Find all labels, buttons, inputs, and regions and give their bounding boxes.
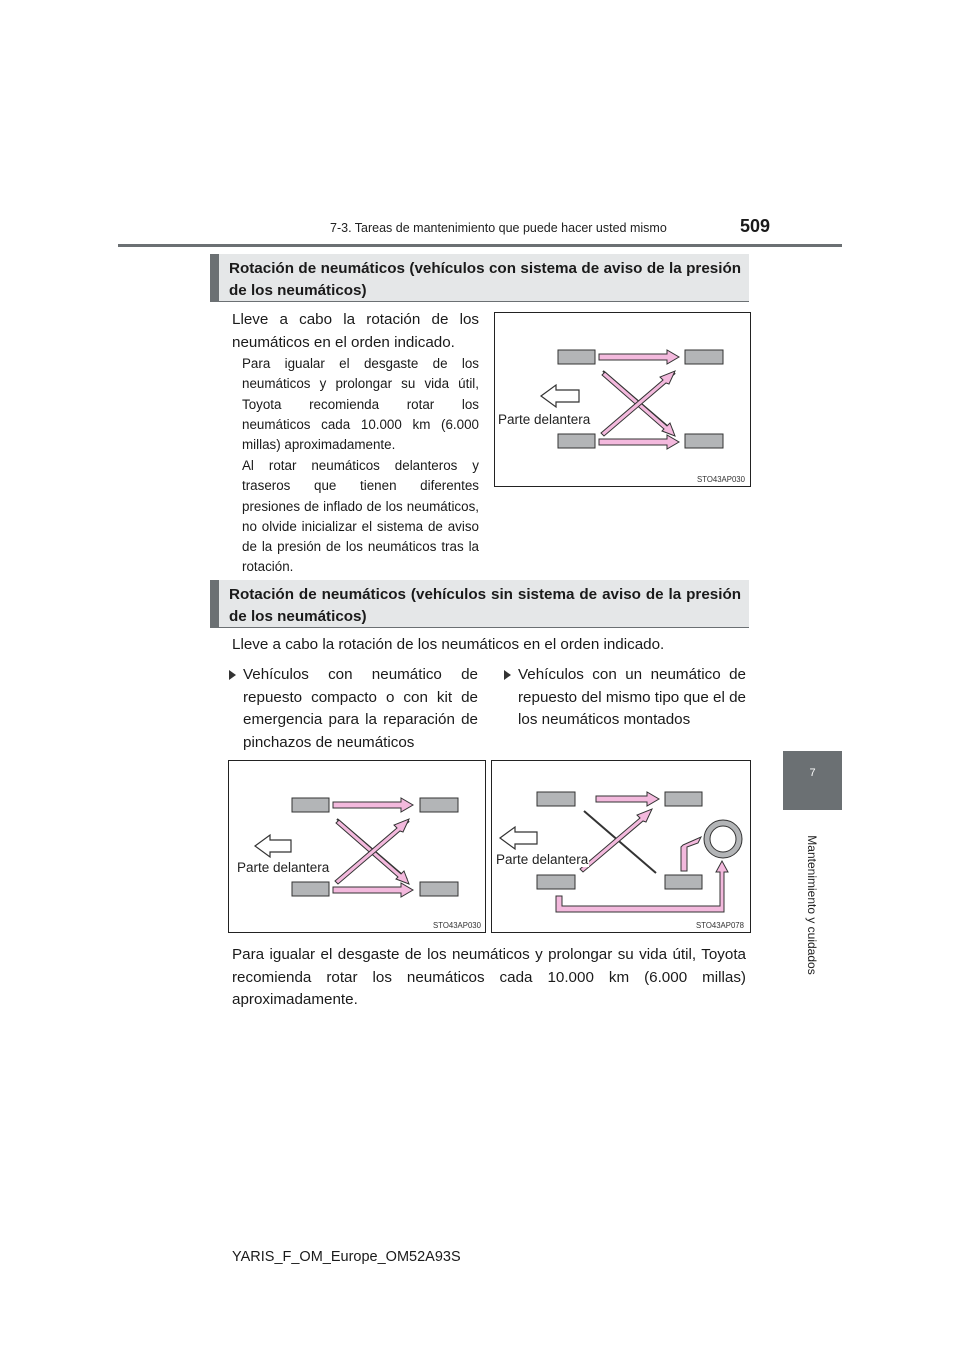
rotation-diagram-graphic bbox=[492, 761, 750, 932]
bullet-compact-spare-text: Vehículos con neumático de repuesto compacto o con kit de emergencia para la reparación de pinchazos de neumáticos bbox=[243, 666, 478, 751]
section-heading-with-tpws: Rotación de neumáticos (vehículos con sistema de aviso de la presión de los neumáticos) bbox=[210, 254, 749, 302]
chapter-number: 7 bbox=[809, 767, 816, 779]
header-divider bbox=[118, 244, 842, 247]
figure-code: STO43AP030 bbox=[697, 475, 745, 484]
rotation-diagram-full-spare bbox=[491, 760, 751, 933]
chapter-tab bbox=[783, 751, 842, 810]
section2-closing: Para igualar el desgaste de los neumáticos y prolongar su vida útil, Toyota recomienda rotar los neumáticos cada 10.000 km (6.000 millas) aproximadamente. bbox=[232, 946, 746, 1008]
chapter-label: Mantenimiento y cuidados bbox=[805, 835, 819, 975]
document-id: YARIS_F_OM_Europe_OM52A93S bbox=[232, 1249, 461, 1265]
header-section-title: 7-3. Tareas de mantenimiento que puede hacer usted mismo bbox=[330, 221, 667, 235]
rotation-diagram-compact-spare bbox=[228, 760, 486, 933]
figure-code: STO43AP078 bbox=[696, 921, 744, 930]
bullet-marker-icon bbox=[504, 670, 511, 680]
front-direction-label: Parte delantera bbox=[498, 412, 591, 427]
section1-intro: Lleve a cabo la rotación de los neumáticos en el orden indicado. bbox=[232, 311, 479, 351]
bullet-full-size-spare bbox=[518, 664, 746, 732]
section1-note-reset: Al rotar neumáticos delanteros y traseros que tienen diferentes presiones de inflado de los neumáticos, no olvide inicializar el sistema de aviso de la presión de los neumáticos tras la rotación. bbox=[242, 458, 479, 575]
section2-intro: Lleve a cabo la rotación de los neumáticos en el orden indicado. bbox=[232, 636, 665, 653]
front-direction-label: Parte delantera bbox=[496, 852, 589, 867]
rotation-diagram-graphic bbox=[495, 313, 750, 486]
section1-note-wear: Para igualar el desgaste de los neumáticos y prolongar su vida útil, Toyota recomienda rotar los neumáticos cada 10.000 km (6.000 millas) aproximadamente. bbox=[242, 356, 479, 453]
front-direction-label: Parte delantera bbox=[237, 860, 330, 875]
figure-code: STO43AP030 bbox=[433, 921, 481, 930]
rotation-diagram-tpws bbox=[494, 312, 751, 487]
bullet-compact-spare bbox=[243, 664, 478, 754]
section-heading-without-tpws: Rotación de neumáticos (vehículos sin sistema de aviso de la presión de los neumáticos) bbox=[210, 580, 749, 628]
rotation-diagram-graphic bbox=[229, 761, 485, 932]
page-number: 509 bbox=[740, 216, 771, 236]
bullet-marker-icon bbox=[229, 670, 236, 680]
bullet-full-size-spare-text: Vehículos con un neumático de repuesto del mismo tipo que el de los neumáticos montados bbox=[518, 666, 746, 728]
